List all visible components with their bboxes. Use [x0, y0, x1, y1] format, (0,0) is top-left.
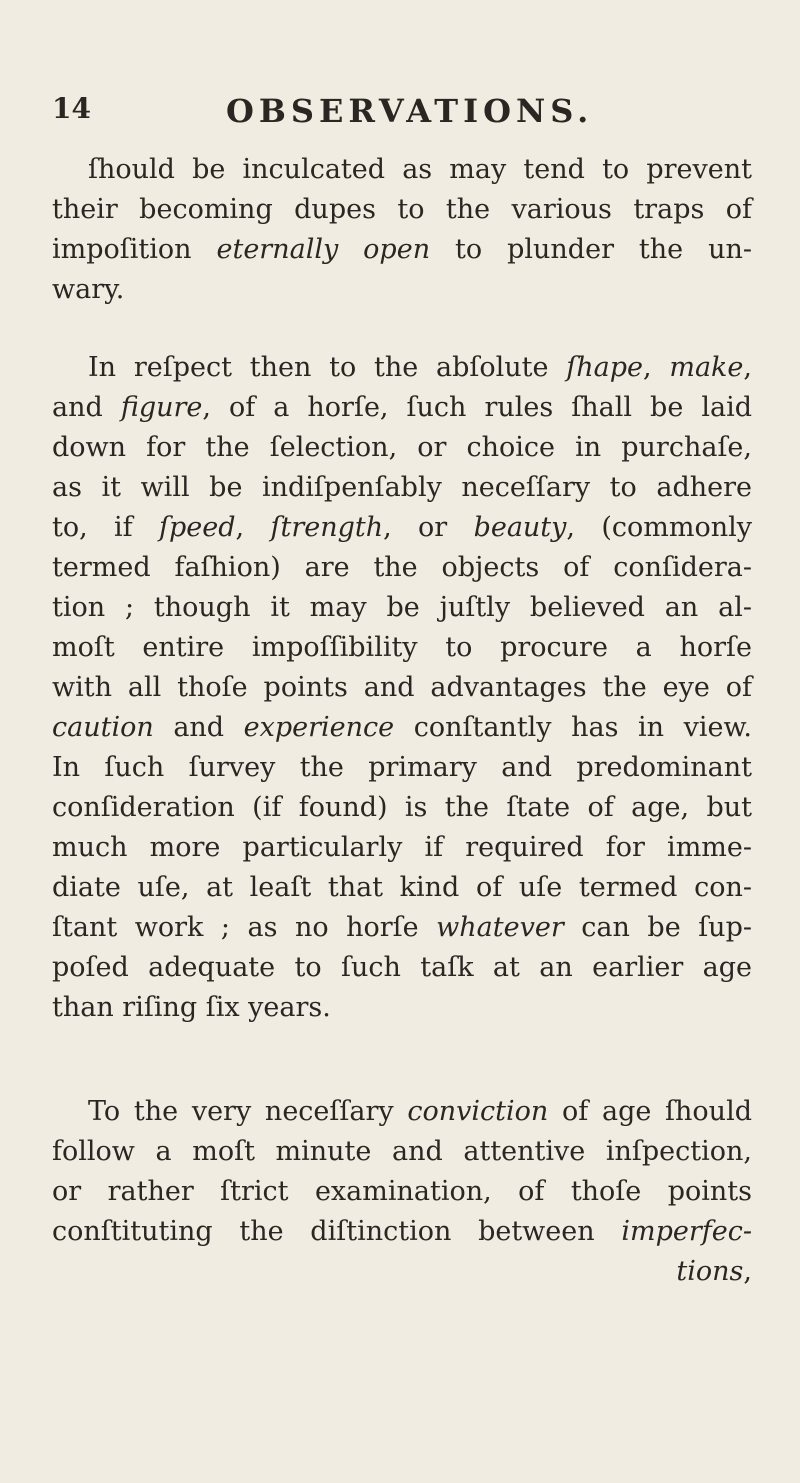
- text-run: tion ; though it may be juſtly believed an al-: [52, 592, 752, 623]
- text-run: diate uſe, at leaſt that kind of uſe termed con-: [52, 872, 752, 903]
- text-run: follow a moſt minute and attentive inſpection,: [52, 1136, 752, 1167]
- italic-text-run: make: [669, 352, 744, 383]
- italic-text-run: beauty: [473, 512, 567, 543]
- text-run: , of a horſe, ſuch rules ſhall be laid: [202, 392, 752, 423]
- text-line: [52, 348, 752, 388]
- text-run: To the very neceſſary: [88, 1096, 408, 1127]
- italic-text-run: caution: [52, 712, 154, 743]
- italic-text-run: whatever: [436, 912, 564, 943]
- text-run: In ſuch ſurvey the primary and predominant: [52, 752, 752, 783]
- text-run: poſed adequate to ſuch taſk at an earlier age: [52, 952, 752, 983]
- italic-text-run: experience: [243, 712, 395, 743]
- text-run: moſt entire impoſſibility to procure a horſe: [52, 632, 752, 663]
- text-run: conſtantly has in view.: [394, 712, 753, 743]
- text-run: much more particularly if required for imme-: [52, 832, 752, 863]
- text-line: [52, 868, 752, 908]
- text-run: their becoming dupes to the various traps of: [52, 194, 752, 225]
- text-run: with all thoſe points and advantages the eye of: [52, 672, 752, 703]
- text-run: , or: [383, 512, 474, 543]
- italic-text-run: imperfec-: [621, 1216, 752, 1247]
- running-title: OBSERVATIONS.: [226, 92, 594, 130]
- text-line: [52, 988, 752, 1028]
- text-line: [52, 708, 752, 748]
- text-line: [52, 150, 752, 190]
- italic-text-run: ſhape: [566, 352, 643, 383]
- text-run: than riſing ſix years.: [52, 992, 331, 1023]
- text-run: ſtant work ; as no horſe: [52, 912, 437, 943]
- italic-text-run: figure: [120, 392, 203, 423]
- text-run: impoſition: [52, 234, 217, 265]
- text-run: termed faſhion) are the objects of conſidera-: [52, 552, 752, 583]
- text-run: to, if: [52, 512, 160, 543]
- text-line: [52, 428, 752, 468]
- text-line: [52, 668, 752, 708]
- text-line: [52, 748, 752, 788]
- text-run: ſhould be inculcated as may tend to prevent: [88, 154, 752, 185]
- text-run: , (commonly: [566, 512, 752, 543]
- page-header: [52, 92, 752, 140]
- italic-text-run: conviction: [407, 1096, 549, 1127]
- text-run: can be ſup-: [563, 912, 752, 943]
- text-line: [52, 1132, 752, 1172]
- text-line: [52, 788, 752, 828]
- italic-text-run: tions: [676, 1256, 744, 1287]
- text-line: [52, 948, 752, 988]
- text-line: [52, 468, 752, 508]
- text-line: [52, 1212, 752, 1252]
- text-run: conſideration (if found) is the ſtate of age, but: [52, 792, 752, 823]
- text-run: ,: [743, 1256, 752, 1287]
- text-line: [52, 190, 752, 230]
- text-run: conſtituting the diſtinction between: [52, 1216, 622, 1247]
- text-line: [52, 508, 752, 548]
- text-run: ,: [643, 352, 670, 383]
- text-line: [52, 628, 752, 668]
- text-run: wary.: [52, 274, 125, 305]
- text-line: [52, 388, 752, 428]
- text-run: down for the ſelection, or choice in purchaſe,: [52, 432, 752, 463]
- text-run: ,: [743, 352, 752, 383]
- text-line: [52, 270, 752, 310]
- text-run: and: [153, 712, 244, 743]
- text-line: [52, 588, 752, 628]
- text-line: [52, 230, 752, 270]
- italic-text-run: eternally open: [216, 234, 431, 265]
- italic-text-run: ſpeed: [159, 512, 236, 543]
- page-number: 14: [52, 92, 91, 125]
- text-run: In reſpect then to the abſolute: [88, 352, 567, 383]
- text-run: to plunder the un-: [430, 234, 753, 265]
- text-line: [52, 1172, 752, 1212]
- text-run: and: [52, 392, 121, 423]
- text-run: as it will be indiſpenſably neceſſary to adhere: [52, 472, 752, 503]
- text-line: [52, 908, 752, 948]
- text-run: ,: [235, 512, 271, 543]
- italic-text-run: ſtrength: [270, 512, 384, 543]
- text-run: or rather ſtrict examination, of thoſe points: [52, 1176, 752, 1207]
- text-run: of age ſhould: [548, 1096, 752, 1127]
- text-line: [52, 548, 752, 588]
- text-line: [52, 1252, 752, 1292]
- text-line: [52, 1092, 752, 1132]
- text-line: [52, 828, 752, 868]
